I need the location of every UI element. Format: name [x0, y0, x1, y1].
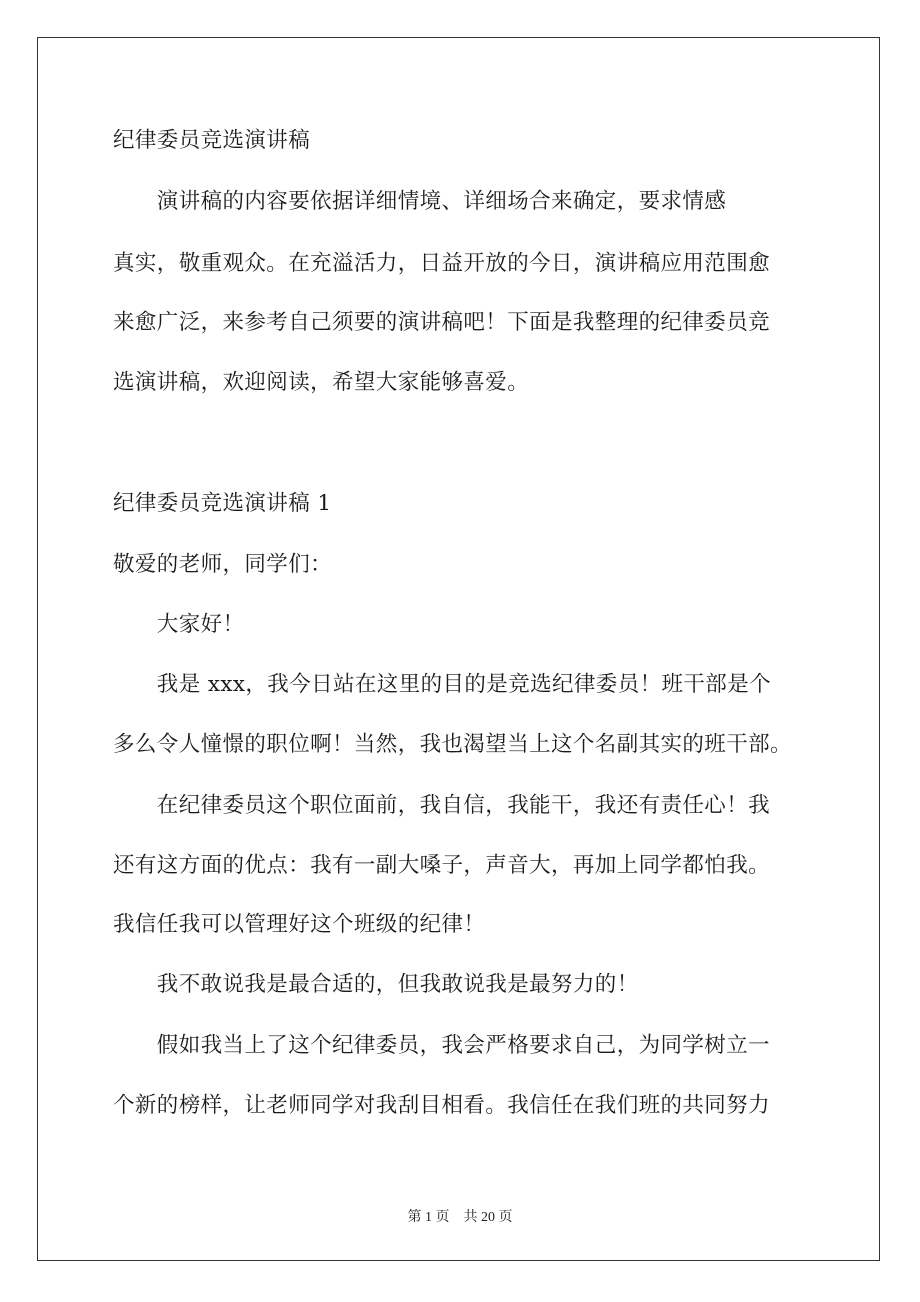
body-line: 多么令人憧憬的职位啊！当然，我也渴望当上这个名副其实的班干部。 [113, 732, 792, 757]
body-line: 还有这方面的优点：我有一副大嗓子，声音大，再加上同学都怕我。 [113, 853, 771, 878]
body-line: 大家好！ [113, 612, 245, 637]
intro-line: 选演讲稿，欢迎阅读，希望大家能够喜爱。 [113, 370, 530, 395]
body-line: 我不敢说我是最合适的，但我敢说我是最努力的！ [113, 972, 639, 997]
document-title: 纪律委员竞选演讲稿 [113, 128, 311, 153]
body-line: 在纪律委员这个职位面前，我自信，我能干，我还有责任心！我 [113, 793, 771, 818]
salutation: 敬爱的老师，同学们： [113, 552, 333, 577]
page-number-footer: 第 1 页 共 20 页 [407, 1210, 513, 1225]
body-line: 个新的榜样，让老师同学对我刮目相看。我信任在我们班的共同努力 [113, 1093, 771, 1118]
body-line: 我信任我可以管理好这个班级的纪律！ [113, 912, 486, 937]
body-line: 假如我当上了这个纪律委员，我会严格要求自己，为同学树立一 [113, 1033, 771, 1058]
intro-line: 来愈广泛，来参考自己须要的演讲稿吧！下面是我整理的纪律委员竞 [113, 310, 771, 335]
body-line: 我是 xxx，我今日站在这里的目的是竞选纪律委员！班干部是个 [113, 672, 772, 697]
intro-line: 演讲稿的内容要依据详细情境、详细场合来确定，要求情感 [113, 189, 727, 214]
section-title: 纪律委员竞选演讲稿 1 [113, 491, 332, 516]
page-border [37, 37, 880, 1261]
intro-line: 真实，敬重观众。在充溢活力，日益开放的今日，演讲稿应用范围愈 [113, 251, 771, 276]
